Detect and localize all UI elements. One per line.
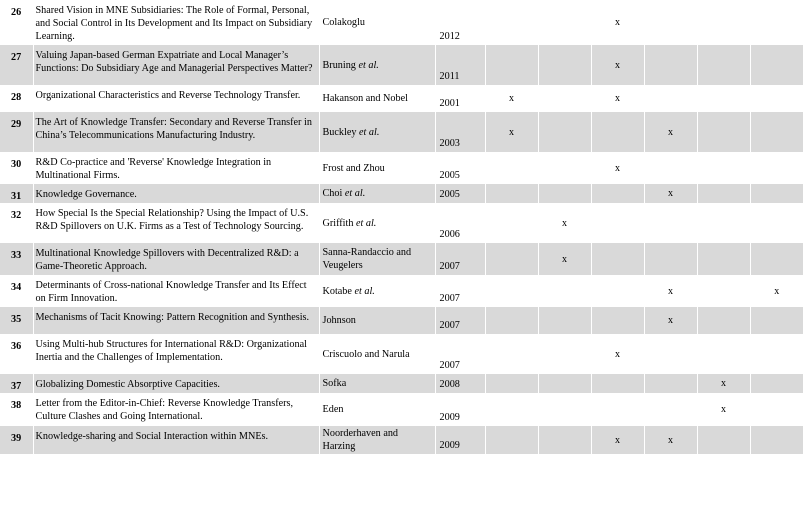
et-al-suffix: et al. [359, 126, 380, 138]
mark-cell-1 [485, 393, 538, 426]
mark-cell-5 [697, 203, 750, 243]
table-row [0, 334, 803, 374]
mark-cell-6 [750, 0, 803, 45]
row-number: 31 [0, 184, 33, 203]
article-title: Organizational Characteristics and Reverse Technology Transfer. [33, 85, 319, 112]
mark-cell-5 [697, 112, 750, 152]
publication-year: 2009 [435, 393, 485, 426]
author-name: Frost and Zhou [322, 162, 385, 174]
author-name: Buckley [322, 126, 357, 138]
table-row [0, 393, 803, 426]
author-cell [319, 45, 435, 85]
mark-cell-6 [750, 152, 803, 184]
row-number: 26 [0, 0, 33, 45]
table-row [0, 45, 803, 85]
mark-cell-5 [697, 184, 750, 203]
mark-cell-3 [591, 307, 644, 334]
mark-cell-5 [697, 243, 750, 275]
author-name: Eden [322, 404, 344, 415]
author-cell [319, 85, 435, 112]
author-name: Choi [322, 188, 343, 199]
mark-cell-4: x [644, 275, 697, 307]
row-number: 32 [0, 203, 33, 243]
mark-cell-6 [750, 243, 803, 275]
mark-cell-6 [750, 203, 803, 243]
author-name: Sanna-Randaccio and Veugelers [322, 247, 412, 271]
article-title: Letter from the Editor-in-Chief: Reverse Knowledge Transfers, Culture Clashes and Going International. [33, 393, 319, 426]
mark-cell-2 [538, 85, 591, 112]
mark-cell-5 [697, 426, 750, 454]
mark-cell-2 [538, 112, 591, 152]
row-number: 30 [0, 152, 33, 184]
mark-cell-3 [591, 112, 644, 152]
mark-cell-4: x [644, 307, 697, 334]
mark-cell-5 [697, 0, 750, 45]
publication-year: 2011 [435, 45, 485, 85]
publication-year: 2012 [435, 0, 485, 45]
article-title: Mechanisms of Tacit Knowing: Pattern Recognition and Synthesis. [33, 307, 319, 334]
mark-cell-2 [538, 0, 591, 45]
mark-cell-2: x [538, 203, 591, 243]
table-row [0, 374, 803, 393]
mark-cell-5 [697, 85, 750, 112]
mark-cell-1: x [485, 112, 538, 152]
mark-cell-3: x [591, 0, 644, 45]
author-name: Sofka [322, 378, 347, 389]
mark-cell-1 [485, 184, 538, 203]
table-row [0, 0, 803, 45]
mark-cell-2 [538, 184, 591, 203]
table-row [0, 152, 803, 184]
mark-cell-6 [750, 184, 803, 203]
mark-cell-6 [750, 307, 803, 334]
author-cell [319, 426, 435, 454]
table-row [0, 243, 803, 275]
publication-year: 2008 [435, 374, 485, 393]
mark-cell-1 [485, 374, 538, 393]
et-al-suffix: et al. [354, 285, 375, 297]
table-row [0, 275, 803, 307]
row-number: 27 [0, 45, 33, 85]
mark-cell-1 [485, 45, 538, 85]
publication-year: 2007 [435, 243, 485, 275]
publication-year: 2005 [435, 184, 485, 203]
row-number: 36 [0, 334, 33, 374]
mark-cell-1 [485, 0, 538, 45]
mark-cell-1: x [485, 85, 538, 112]
mark-cell-6 [750, 45, 803, 85]
article-title: R&D Co-practice and 'Reverse' Knowledge Integration in Multinational Firms. [33, 152, 319, 184]
publication-year: 2006 [435, 203, 485, 243]
publication-year: 2007 [435, 307, 485, 334]
mark-cell-4 [644, 393, 697, 426]
article-title: The Art of Knowledge Transfer: Secondary and Reverse Transfer in China’s Telecommunications Manufacturing Industry. [33, 112, 319, 152]
mark-cell-4 [644, 45, 697, 85]
article-title: Knowledge-sharing and Social Interaction within MNEs. [33, 426, 319, 454]
mark-cell-5: x [697, 374, 750, 393]
author-name: Johnson [322, 315, 356, 326]
publication-year: 2007 [435, 275, 485, 307]
author-cell [319, 152, 435, 184]
author-name: Kotabe [322, 285, 352, 297]
table-row [0, 85, 803, 112]
table-row [0, 203, 803, 243]
article-title: Using Multi-hub Structures for International R&D: Organizational Inertia and the Challenges of Implementation. [33, 334, 319, 374]
mark-cell-5: x [697, 393, 750, 426]
article-title: Determinants of Cross-national Knowledge Transfer and Its Effect on Firm Innovation. [33, 275, 319, 307]
mark-cell-3: x [591, 45, 644, 85]
article-title: Multinational Knowledge Spillovers with Decentralized R&D: a Game-Theoretic Approach. [33, 243, 319, 275]
mark-cell-2 [538, 374, 591, 393]
article-title: Knowledge Governance. [33, 184, 319, 203]
mark-cell-3 [591, 203, 644, 243]
mark-cell-5 [697, 275, 750, 307]
row-number: 35 [0, 307, 33, 334]
article-title: Globalizing Domestic Absorptive Capacities. [33, 374, 319, 393]
table-row [0, 426, 803, 454]
mark-cell-6 [750, 393, 803, 426]
author-cell [319, 275, 435, 307]
mark-cell-3 [591, 393, 644, 426]
mark-cell-4 [644, 152, 697, 184]
et-al-suffix: et al. [355, 217, 377, 229]
row-number: 33 [0, 243, 33, 275]
mark-cell-2: x [538, 243, 591, 275]
mark-cell-3 [591, 243, 644, 275]
mark-cell-3 [591, 374, 644, 393]
article-title: Valuing Japan-based German Expatriate and Local Manager’s Functions: Do Subsidiary Age and Managerial Perspectives Matter? [33, 45, 319, 85]
mark-cell-4 [644, 374, 697, 393]
mark-cell-5 [697, 45, 750, 85]
mark-cell-2 [538, 426, 591, 454]
mark-cell-2 [538, 393, 591, 426]
mark-cell-2 [538, 334, 591, 374]
row-number: 29 [0, 112, 33, 152]
mark-cell-2 [538, 152, 591, 184]
row-number: 37 [0, 374, 33, 393]
article-title: Shared Vision in MNE Subsidiaries: The Role of Formal, Personal, and Social Control in Its Development and Its Impact on Subsidiary Learning. [33, 0, 319, 45]
mark-cell-6 [750, 426, 803, 454]
mark-cell-1 [485, 275, 538, 307]
mark-cell-1 [485, 243, 538, 275]
author-cell [319, 374, 435, 393]
mark-cell-6 [750, 112, 803, 152]
author-cell [319, 334, 435, 374]
row-number: 39 [0, 426, 33, 454]
table-row [0, 112, 803, 152]
author-name: Criscuolo and Narula [322, 348, 410, 360]
mark-cell-4 [644, 85, 697, 112]
mark-cell-6: x [774, 285, 780, 297]
mark-cell-4 [644, 243, 697, 275]
author-cell [319, 203, 435, 243]
author-name: Noorderhaven and Harzing [322, 428, 399, 452]
author-name: Griffith [322, 217, 354, 229]
author-cell [319, 307, 435, 334]
mark-cell-2 [538, 307, 591, 334]
publication-year: 2001 [435, 85, 485, 112]
mark-cell-3: x [591, 334, 644, 374]
mark-cell-4: x [644, 184, 697, 203]
mark-cell-3 [591, 275, 644, 307]
mark-cell-6 [750, 374, 803, 393]
author-cell [319, 0, 435, 45]
row-number: 28 [0, 85, 33, 112]
author-cell [319, 393, 435, 426]
mark-cell-5 [697, 307, 750, 334]
author-cell [319, 243, 435, 275]
author-name: Hakanson and Nobel [322, 93, 408, 104]
table-row [0, 184, 803, 203]
mark-cell-3: x [591, 152, 644, 184]
mark-cell-1 [485, 152, 538, 184]
mark-cell-4: x [644, 112, 697, 152]
mark-cell-4 [644, 334, 697, 374]
mark-cell-3 [591, 184, 644, 203]
publication-year: 2005 [435, 152, 485, 184]
mark-cell-5 [697, 152, 750, 184]
mark-cell-6 [750, 85, 803, 112]
mark-cell-6 [750, 334, 803, 374]
article-title: How Special Is the Special Relationship? Using the Impact of U.S. R&D Spillovers on U.K. Firms as a Test of Technology Sourcing. [33, 203, 319, 243]
mark-cell-1 [485, 307, 538, 334]
publication-year: 2009 [435, 426, 485, 454]
et-al-suffix: et al. [358, 59, 379, 71]
mark-cell-4 [644, 203, 697, 243]
author-cell [319, 112, 435, 152]
mark-cell-5 [697, 334, 750, 374]
author-name: Colakoglu [322, 17, 365, 28]
mark-cell-2 [538, 275, 591, 307]
mark-cell-2 [538, 45, 591, 85]
row-number: 38 [0, 393, 33, 426]
publication-year: 2003 [435, 112, 485, 152]
mark-cell-4: x [644, 426, 697, 454]
table-row [0, 307, 803, 334]
mark-cell-4 [644, 0, 697, 45]
et-al-suffix: et al. [344, 188, 366, 199]
author-name: Bruning [322, 59, 356, 71]
mark-cell-3: x [591, 426, 644, 454]
mark-cell-3: x [591, 85, 644, 112]
publication-year: 2007 [435, 334, 485, 374]
mark-cell-1 [485, 334, 538, 374]
author-cell [319, 184, 435, 203]
row-number: 34 [0, 275, 33, 307]
mark-cell-1 [485, 203, 538, 243]
mark-cell-1 [485, 426, 538, 454]
